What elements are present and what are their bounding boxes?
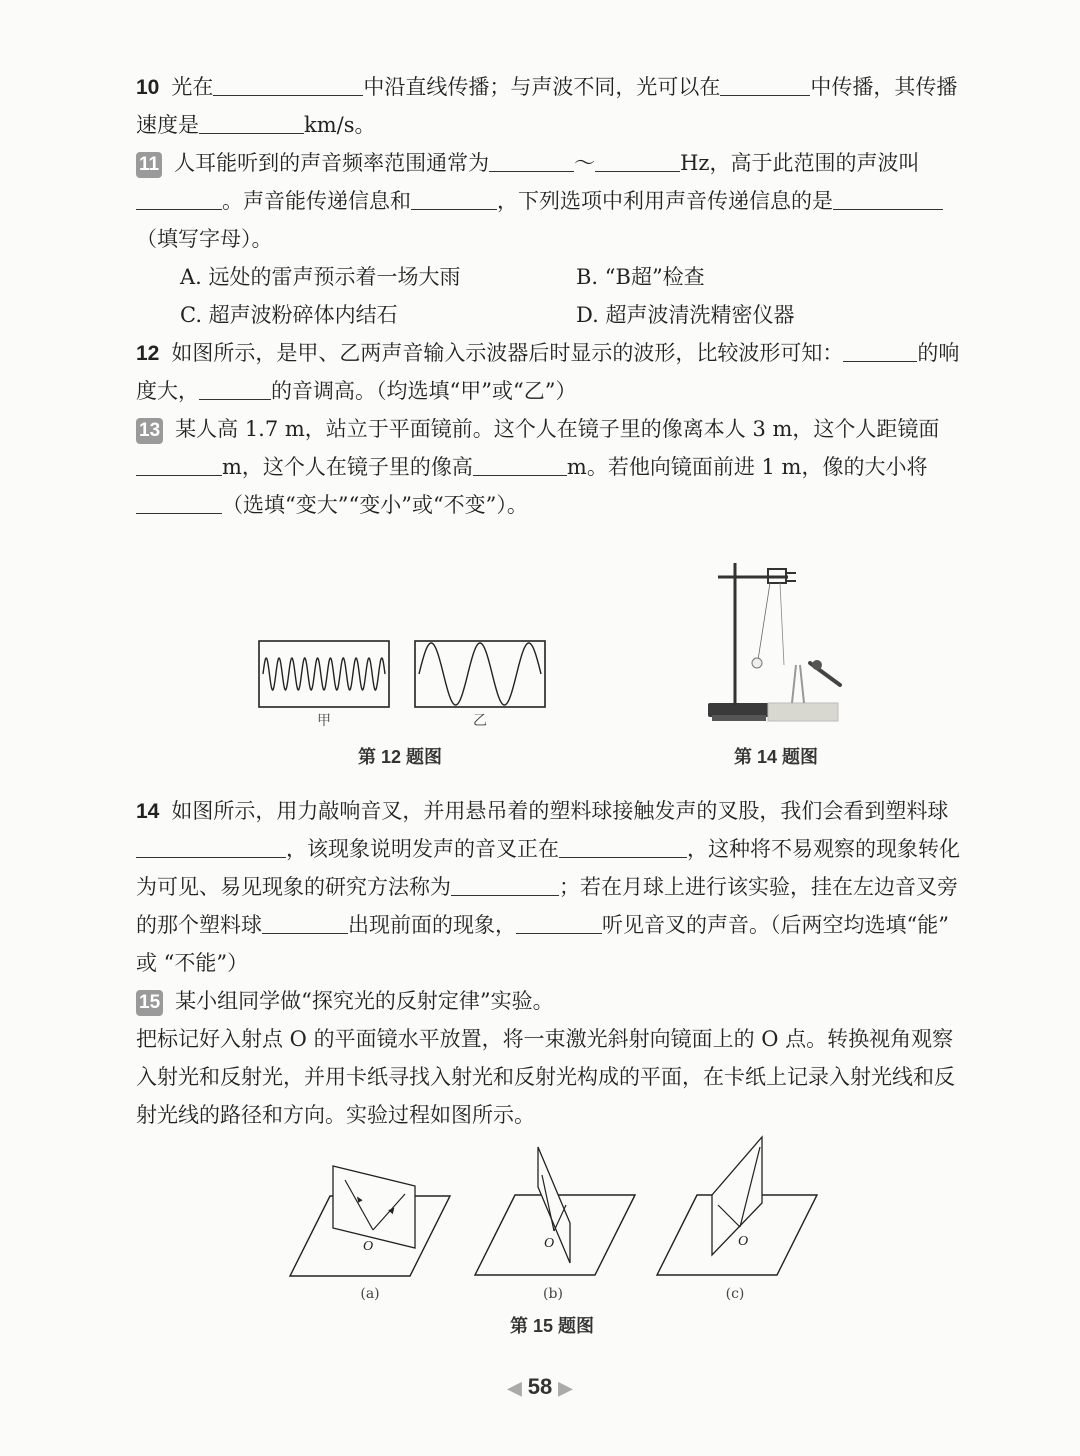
point-o-label: O <box>363 1239 374 1254</box>
answer-blank[interactable] <box>473 453 567 476</box>
figure-14-caption: 第 14 题图 <box>733 747 819 767</box>
plastic-ball <box>752 658 762 668</box>
q14-line-1: 14 如图所示，用力敲响音叉，并用悬吊着的塑料球接触发声的叉股，我们会看到塑料球 <box>136 796 972 827</box>
waveform-yi <box>419 643 541 705</box>
answer-blank[interactable] <box>451 873 559 896</box>
answer-blank[interactable] <box>843 339 917 362</box>
q11-number: 11 <box>136 152 162 178</box>
figure-15-label-b: (b) <box>543 1286 563 1302</box>
figure-12-label-jia: 甲 <box>317 713 331 729</box>
answer-blank[interactable] <box>136 491 222 514</box>
waveform-box-yi <box>415 641 545 707</box>
answer-blank[interactable] <box>516 911 602 934</box>
suspension-thread <box>758 583 770 660</box>
figure-12-label-yi: 乙 <box>473 713 487 729</box>
answer-blank[interactable] <box>199 377 271 400</box>
prev-page-arrow-icon: ◀ <box>507 1378 522 1398</box>
q15-number: 15 <box>136 990 163 1016</box>
q11-option-a[interactable]: A. 远处的雷声预示着一场大雨 <box>180 265 461 289</box>
q10-line-1: 10 光在 中沿直线传播；与声波不同，光可以在 中传播，其传播 <box>136 72 972 103</box>
resonance-box <box>768 703 838 721</box>
answer-blank[interactable] <box>720 73 810 96</box>
card-paper <box>712 1137 762 1255</box>
answer-blank[interactable] <box>559 835 687 858</box>
q13-line-3: （选填“变大”“变小”或“不变”）。 <box>136 490 972 520</box>
q14-line-5: 或 “不能”） <box>136 951 249 975</box>
q15-line-1: 15 某小组同学做“探究光的反射定律”实验。 <box>136 986 972 1016</box>
tuning-fork <box>792 665 804 703</box>
figure-15-label-c: (c) <box>725 1286 745 1302</box>
q10-number: 10 <box>136 76 160 99</box>
page-number-value: 58 <box>527 1374 553 1399</box>
q11-line-1: 11 人耳能听到的声音频率范围通常为 ～ Hz，高于此范围的声波叫 <box>136 148 972 178</box>
answer-blank[interactable] <box>489 149 574 172</box>
next-page-arrow-icon: ▶ <box>558 1378 573 1398</box>
q12-line-1: 12 如图所示，是甲、乙两声音输入示波器后时显示的波形，比较波形可知： 的响 <box>136 338 972 369</box>
mallet-head <box>812 660 822 670</box>
answer-blank[interactable] <box>262 911 348 934</box>
q14-line-3: 为可见、易见现象的研究方法称为 ；若在月球上进行该实验，挂在左边音叉旁 <box>136 875 958 899</box>
q14-number: 14 <box>136 800 160 823</box>
figure-15-label-a: (a) <box>360 1286 380 1302</box>
q11-line-2: 。声音能传递信息和 ，下列选项中利用声音传递信息的是 <box>136 186 972 216</box>
stand-foot <box>712 715 766 721</box>
figure-15-diagram-c <box>652 1135 822 1280</box>
page-number <box>500 1374 580 1400</box>
waveform-box-jia <box>259 641 389 707</box>
q15-line-2: 把标记好入射点 O 的平面镜水平放置，将一束激光斜射向镜面上的 O 点。转换视角观察 <box>136 1027 954 1051</box>
point-o-label: O <box>544 1236 555 1251</box>
figure-12-caption: 第 12 题图 <box>357 747 443 767</box>
answer-blank[interactable] <box>213 73 363 96</box>
answer-blank[interactable] <box>833 187 943 210</box>
answer-blank[interactable] <box>136 453 222 476</box>
q12-line-2: 度大， 的音调高。（均选填“甲”或“乙”） <box>136 379 577 403</box>
q15-line-4: 射光线的路径和方向。实验过程如图所示。 <box>136 1103 535 1127</box>
q11-line-3: （填写字母）。 <box>136 227 273 251</box>
answer-blank[interactable] <box>136 187 222 210</box>
answer-blank[interactable] <box>595 149 680 172</box>
q11-option-d[interactable]: D. 超声波清洗精密仪器 <box>576 303 795 327</box>
stand-base <box>708 703 770 717</box>
q13-line-2: m，这个人在镜子里的像高 m。若他向镜面前进 1 m，像的大小将 <box>136 452 972 482</box>
q13-number: 13 <box>136 418 163 444</box>
q11-option-b[interactable]: B. “B超”检查 <box>576 265 705 289</box>
answer-blank[interactable] <box>199 111 304 134</box>
q13-line-1: 13 某人高 1.7 m，站立于平面镜前。这个人在镜子里的像离本人 3 m，这个人距镜面 <box>136 414 972 444</box>
figure-15-diagram-a <box>285 1158 455 1283</box>
q14-line-2: ，该现象说明发声的音叉正在 ，这种将不易观察的现象转化 <box>136 834 972 864</box>
q12-number: 12 <box>136 342 160 365</box>
q15-line-3: 入射光和反射光，并用卡纸寻找入射光和反射光构成的平面，在卡纸上记录入射光线和反 <box>136 1065 955 1089</box>
q14-line-4: 的那个塑料球 出现前面的现象， 听见音叉的声音。（后两空均选填“能” <box>136 913 949 937</box>
answer-blank[interactable] <box>411 187 497 210</box>
figure-14-tuning-fork-apparatus <box>700 555 860 730</box>
waveform-jia <box>263 658 385 690</box>
answer-blank[interactable] <box>136 835 286 858</box>
card-paper <box>333 1166 415 1248</box>
suspension-thread-2 <box>780 583 784 665</box>
q11-option-c[interactable]: C. 超声波粉碎体内结石 <box>180 303 398 327</box>
point-o-label: O <box>738 1234 749 1249</box>
figure-15-caption: 第 15 题图 <box>509 1316 595 1336</box>
q10-line-2: 速度是 km/s。 <box>136 113 376 137</box>
figure-12-waveforms <box>255 636 555 736</box>
figure-15-diagram-b <box>470 1145 640 1280</box>
